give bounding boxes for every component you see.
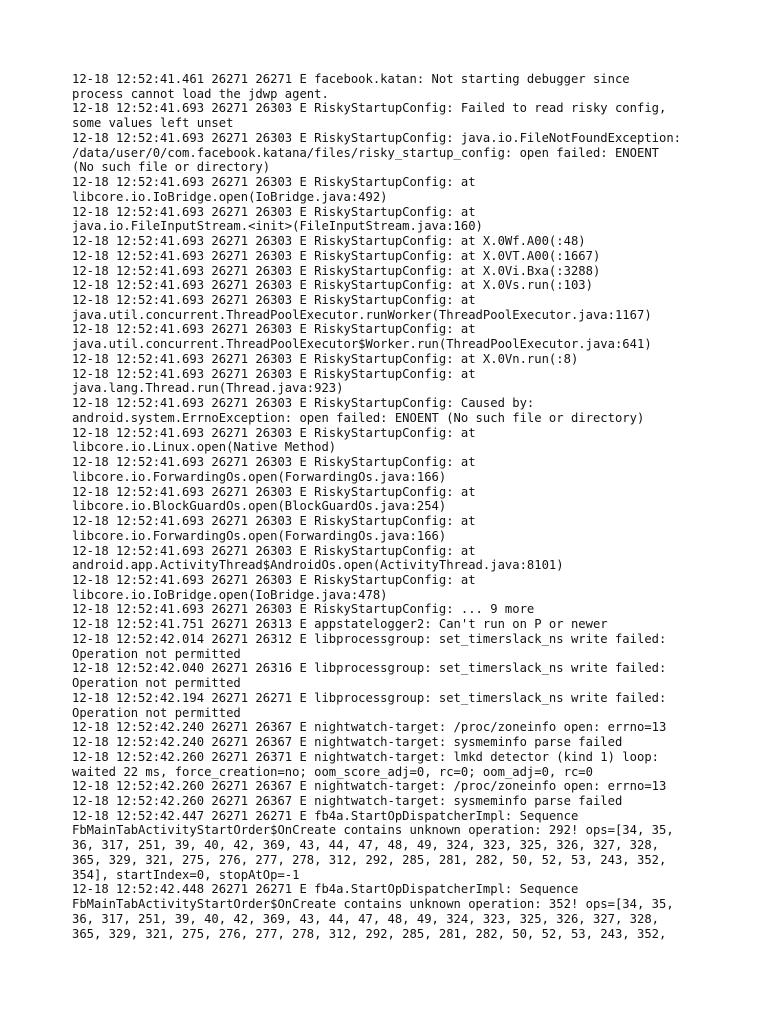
log-line: 12-18 12:52:41.693 26271 26303 E RiskyStartupConfig: at bbox=[72, 204, 476, 219]
log-line: java.util.concurrent.ThreadPoolExecutor$Worker.run(ThreadPoolExecutor.java:641) bbox=[72, 337, 652, 352]
log-line: 12-18 12:52:41.693 26271 26303 E RiskyStartupConfig: at bbox=[72, 455, 476, 470]
log-line: 12-18 12:52:41.461 26271 26271 E facebook.katan: Not starting debugger since bbox=[72, 72, 630, 86]
log-text-block bbox=[72, 72, 712, 941]
log-line: 12-18 12:52:41.693 26271 26303 E RiskyStartupConfig: at X.0Vs.run(:103) bbox=[72, 278, 593, 293]
log-line: libcore.io.ForwardingOs.open(ForwardingOs.java:166) bbox=[72, 528, 447, 543]
log-line: 12-18 12:52:41.693 26271 26303 E RiskyStartupConfig: at bbox=[72, 514, 476, 529]
log-line: 365, 329, 321, 275, 276, 277, 278, 312, 292, 285, 281, 282, 50, 52, 53, 243, 352, bbox=[72, 926, 667, 941]
log-line: 365, 329, 321, 275, 276, 277, 278, 312, 292, 285, 281, 282, 50, 52, 53, 243, 352, bbox=[72, 852, 667, 867]
log-line: 12-18 12:52:42.447 26271 26271 E fb4a.StartOpDispatcherImpl: Sequence bbox=[72, 808, 579, 823]
log-line: 12-18 12:52:42.260 26271 26371 E nightwatch-target: lmkd detector (kind 1) loop: bbox=[72, 749, 659, 764]
log-line: 12-18 12:52:41.693 26271 26303 E RiskyStartupConfig: at X.0Vn.run(:8) bbox=[72, 351, 579, 366]
log-line: 12-18 12:52:41.693 26271 26303 E RiskyStartupConfig: at X.0Wf.A00(:48) bbox=[72, 234, 586, 249]
log-line: 12-18 12:52:42.040 26271 26316 E libprocessgroup: set_timerslack_ns write failed: bbox=[72, 661, 667, 676]
log-line: libcore.io.IoBridge.open(IoBridge.java:478) bbox=[72, 587, 388, 602]
log-line: 12-18 12:52:41.751 26271 26313 E appstatelogger2: Can't run on P or newer bbox=[72, 617, 608, 632]
log-line: 12-18 12:52:41.693 26271 26303 E RiskyStartupConfig: at bbox=[72, 322, 476, 337]
log-line: 12-18 12:52:42.194 26271 26271 E libprocessgroup: set_timerslack_ns write failed: bbox=[72, 690, 667, 705]
log-line: android.system.ErrnoException: open failed: ENOENT (No such file or directory) bbox=[72, 410, 645, 425]
log-line: waited 22 ms, force_creation=no; oom_score_adj=0, rc=0; oom_adj=0, rc=0 bbox=[72, 764, 593, 779]
log-line: (No such file or directory) bbox=[72, 160, 271, 175]
log-line: FbMainTabActivityStartOrder$OnCreate contains unknown operation: 292! ops=[34, 35, bbox=[72, 823, 674, 838]
log-line: Operation not permitted bbox=[72, 646, 241, 661]
log-line: java.util.concurrent.ThreadPoolExecutor.runWorker(ThreadPoolExecutor.java:1167) bbox=[72, 307, 652, 322]
log-line: 12-18 12:52:42.260 26271 26367 E nightwatch-target: /proc/zoneinfo open: errno=13 bbox=[72, 779, 667, 794]
log-line: 12-18 12:52:41.693 26271 26303 E RiskyStartupConfig: Caused by: bbox=[72, 396, 535, 411]
log-line: 12-18 12:52:41.693 26271 26303 E RiskyStartupConfig: at bbox=[72, 425, 476, 440]
log-line: 12-18 12:52:41.693 26271 26303 E RiskyStartupConfig: Failed to read risky config, bbox=[72, 101, 667, 116]
log-line: 12-18 12:52:42.014 26271 26312 E libprocessgroup: set_timerslack_ns write failed: bbox=[72, 631, 667, 646]
log-line: 12-18 12:52:41.693 26271 26303 E RiskyStartupConfig: at X.0Vi.Bxa(:3288) bbox=[72, 263, 601, 278]
log-line: libcore.io.Linux.open(Native Method) bbox=[72, 440, 337, 455]
log-line: 12-18 12:52:42.260 26271 26367 E nightwatch-target: sysmeminfo parse failed bbox=[72, 793, 623, 808]
log-line: 12-18 12:52:41.693 26271 26303 E RiskyStartupConfig: at bbox=[72, 175, 476, 190]
log-line: 12-18 12:52:42.240 26271 26367 E nightwatch-target: sysmeminfo parse failed bbox=[72, 735, 623, 750]
log-line: 12-18 12:52:42.448 26271 26271 E fb4a.StartOpDispatcherImpl: Sequence bbox=[72, 882, 579, 897]
log-line: 12-18 12:52:41.693 26271 26303 E RiskyStartupConfig: java.io.FileNotFoundException: bbox=[72, 130, 682, 145]
log-line: 12-18 12:52:42.240 26271 26367 E nightwatch-target: /proc/zoneinfo open: errno=13 bbox=[72, 720, 667, 735]
log-line: process cannot load the jdwp agent. bbox=[72, 86, 329, 101]
log-line: FbMainTabActivityStartOrder$OnCreate contains unknown operation: 352! ops=[34, 35, bbox=[72, 897, 674, 912]
log-line: 36, 317, 251, 39, 40, 42, 369, 43, 44, 47, 48, 49, 324, 323, 325, 326, 327, 328, bbox=[72, 911, 659, 926]
log-line: 12-18 12:52:41.693 26271 26303 E RiskyStartupConfig: at bbox=[72, 366, 476, 381]
log-line: 12-18 12:52:41.693 26271 26303 E RiskyStartupConfig: at bbox=[72, 543, 476, 558]
log-line: some values left unset bbox=[72, 116, 234, 131]
log-line: libcore.io.ForwardingOs.open(ForwardingOs.java:166) bbox=[72, 469, 447, 484]
log-line: Operation not permitted bbox=[72, 705, 241, 720]
log-line: 12-18 12:52:41.693 26271 26303 E RiskyStartupConfig: ... 9 more bbox=[72, 602, 535, 617]
log-line: 36, 317, 251, 39, 40, 42, 369, 43, 44, 47, 48, 49, 324, 323, 325, 326, 327, 328, bbox=[72, 838, 659, 853]
log-line: libcore.io.BlockGuardOs.open(BlockGuardOs.java:254) bbox=[72, 499, 447, 514]
log-line: 12-18 12:52:41.693 26271 26303 E RiskyStartupConfig: at bbox=[72, 293, 476, 308]
log-line: 12-18 12:52:41.693 26271 26303 E RiskyStartupConfig: at X.0VT.A00(:1667) bbox=[72, 248, 601, 263]
log-line: /data/user/0/com.facebook.katana/files/risky_startup_config: open failed: ENOENT bbox=[72, 145, 659, 160]
log-line: java.lang.Thread.run(Thread.java:923) bbox=[72, 381, 344, 396]
log-line: java.io.FileInputStream.<init>(FileInputStream.java:160) bbox=[72, 219, 483, 234]
log-line: 354], startIndex=0, stopAtOp=-1 bbox=[72, 867, 300, 882]
log-line: libcore.io.IoBridge.open(IoBridge.java:492) bbox=[72, 189, 388, 204]
log-line: 12-18 12:52:41.693 26271 26303 E RiskyStartupConfig: at bbox=[72, 572, 476, 587]
log-line: Operation not permitted bbox=[72, 676, 241, 691]
log-line: android.app.ActivityThread$AndroidOs.open(ActivityThread.java:8101) bbox=[72, 558, 564, 573]
log-line: 12-18 12:52:41.693 26271 26303 E RiskyStartupConfig: at bbox=[72, 484, 476, 499]
